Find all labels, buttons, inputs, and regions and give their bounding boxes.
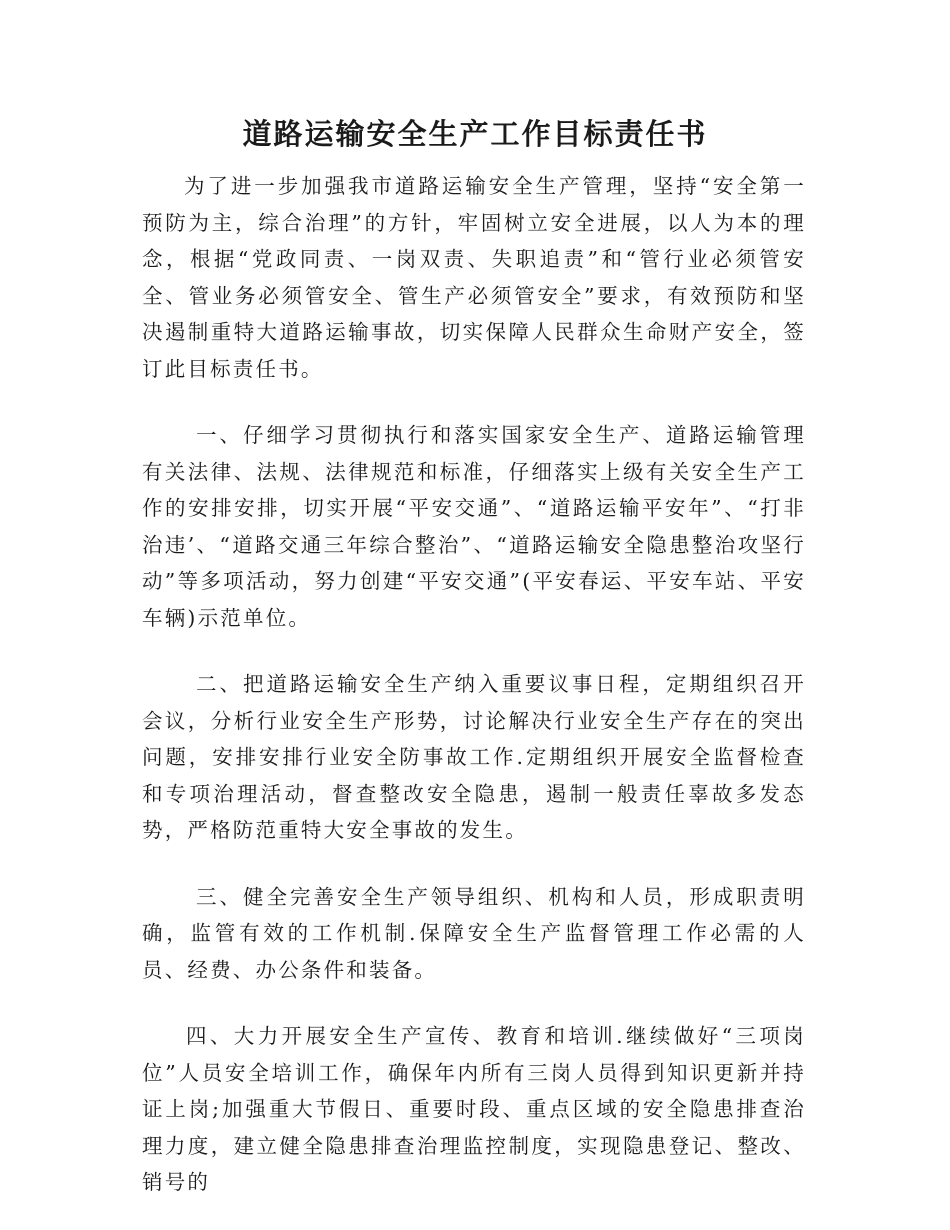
document-title: 道路运输安全生产工作目标责任书 (242, 117, 708, 151)
intro-paragraph: 为了进一步加强我市道路运输安全生产管理，坚持“安全第一预防为主，综合治理”的方针，牢固树立安全进展，以人为本的理念，根据“党政同责、一岗双责、失职追责”和“管行业必须管安全、管业务必须管安全、管生产必须管安全”要求，有效预防和坚决遏制重特大道路运输事故，切实保障人民群众生命财产安全，签订此目标责任书。 (142, 174, 806, 381)
document-body (142, 168, 806, 1201)
clause-2-paragraph: 二、把道路运输安全生产纳入重要议事日程，定期组织召开会议，分析行业安全生产形势，讨论解决行业安全生产存在的突出问题，安排安排行业安全防事故工作.定期组织开展安全监督检查和专项治理活动，督查整改安全隐患，遏制一般责任辜故多发态势，严格防范重特大安全事故的发生。 (142, 672, 806, 842)
clause-1-paragraph: 一、仔细学习贯彻执行和落实国家安全生产、道路运输管理有关法律、法规、法律规范和标准，仔细落实上级有关安全生产工作的安排安排，切实开展“平安交通”、“道路运输平安年”、“打非治违’、“道路交通三年综合整治”、“道路运输安全隐患整治攻坚行动”等多项活动，努力创建“平安交通”(平安春运、平安车站、平安车辆)示范单位。 (142, 423, 806, 630)
clause-4-paragraph: 四、大力开展安全生产宣传、教育和培训.继续做好“三项岗位”人员安全培训工作，确保年内所有三岗人员得到知识更新并持证上岗;加强重大节假日、重要时段、重点区域的安全隐患排查治理力度，建立健全隐患排查治理监控制度，实现隐患登记、整改、销号的 (142, 1024, 806, 1194)
clause-3-paragraph: 三、健全完善安全生产领导组织、机构和人员，形成职责明确，监管有效的工作机制.保障安全生产监督管理工作必需的人员、经费、办公条件和装备。 (142, 884, 806, 982)
